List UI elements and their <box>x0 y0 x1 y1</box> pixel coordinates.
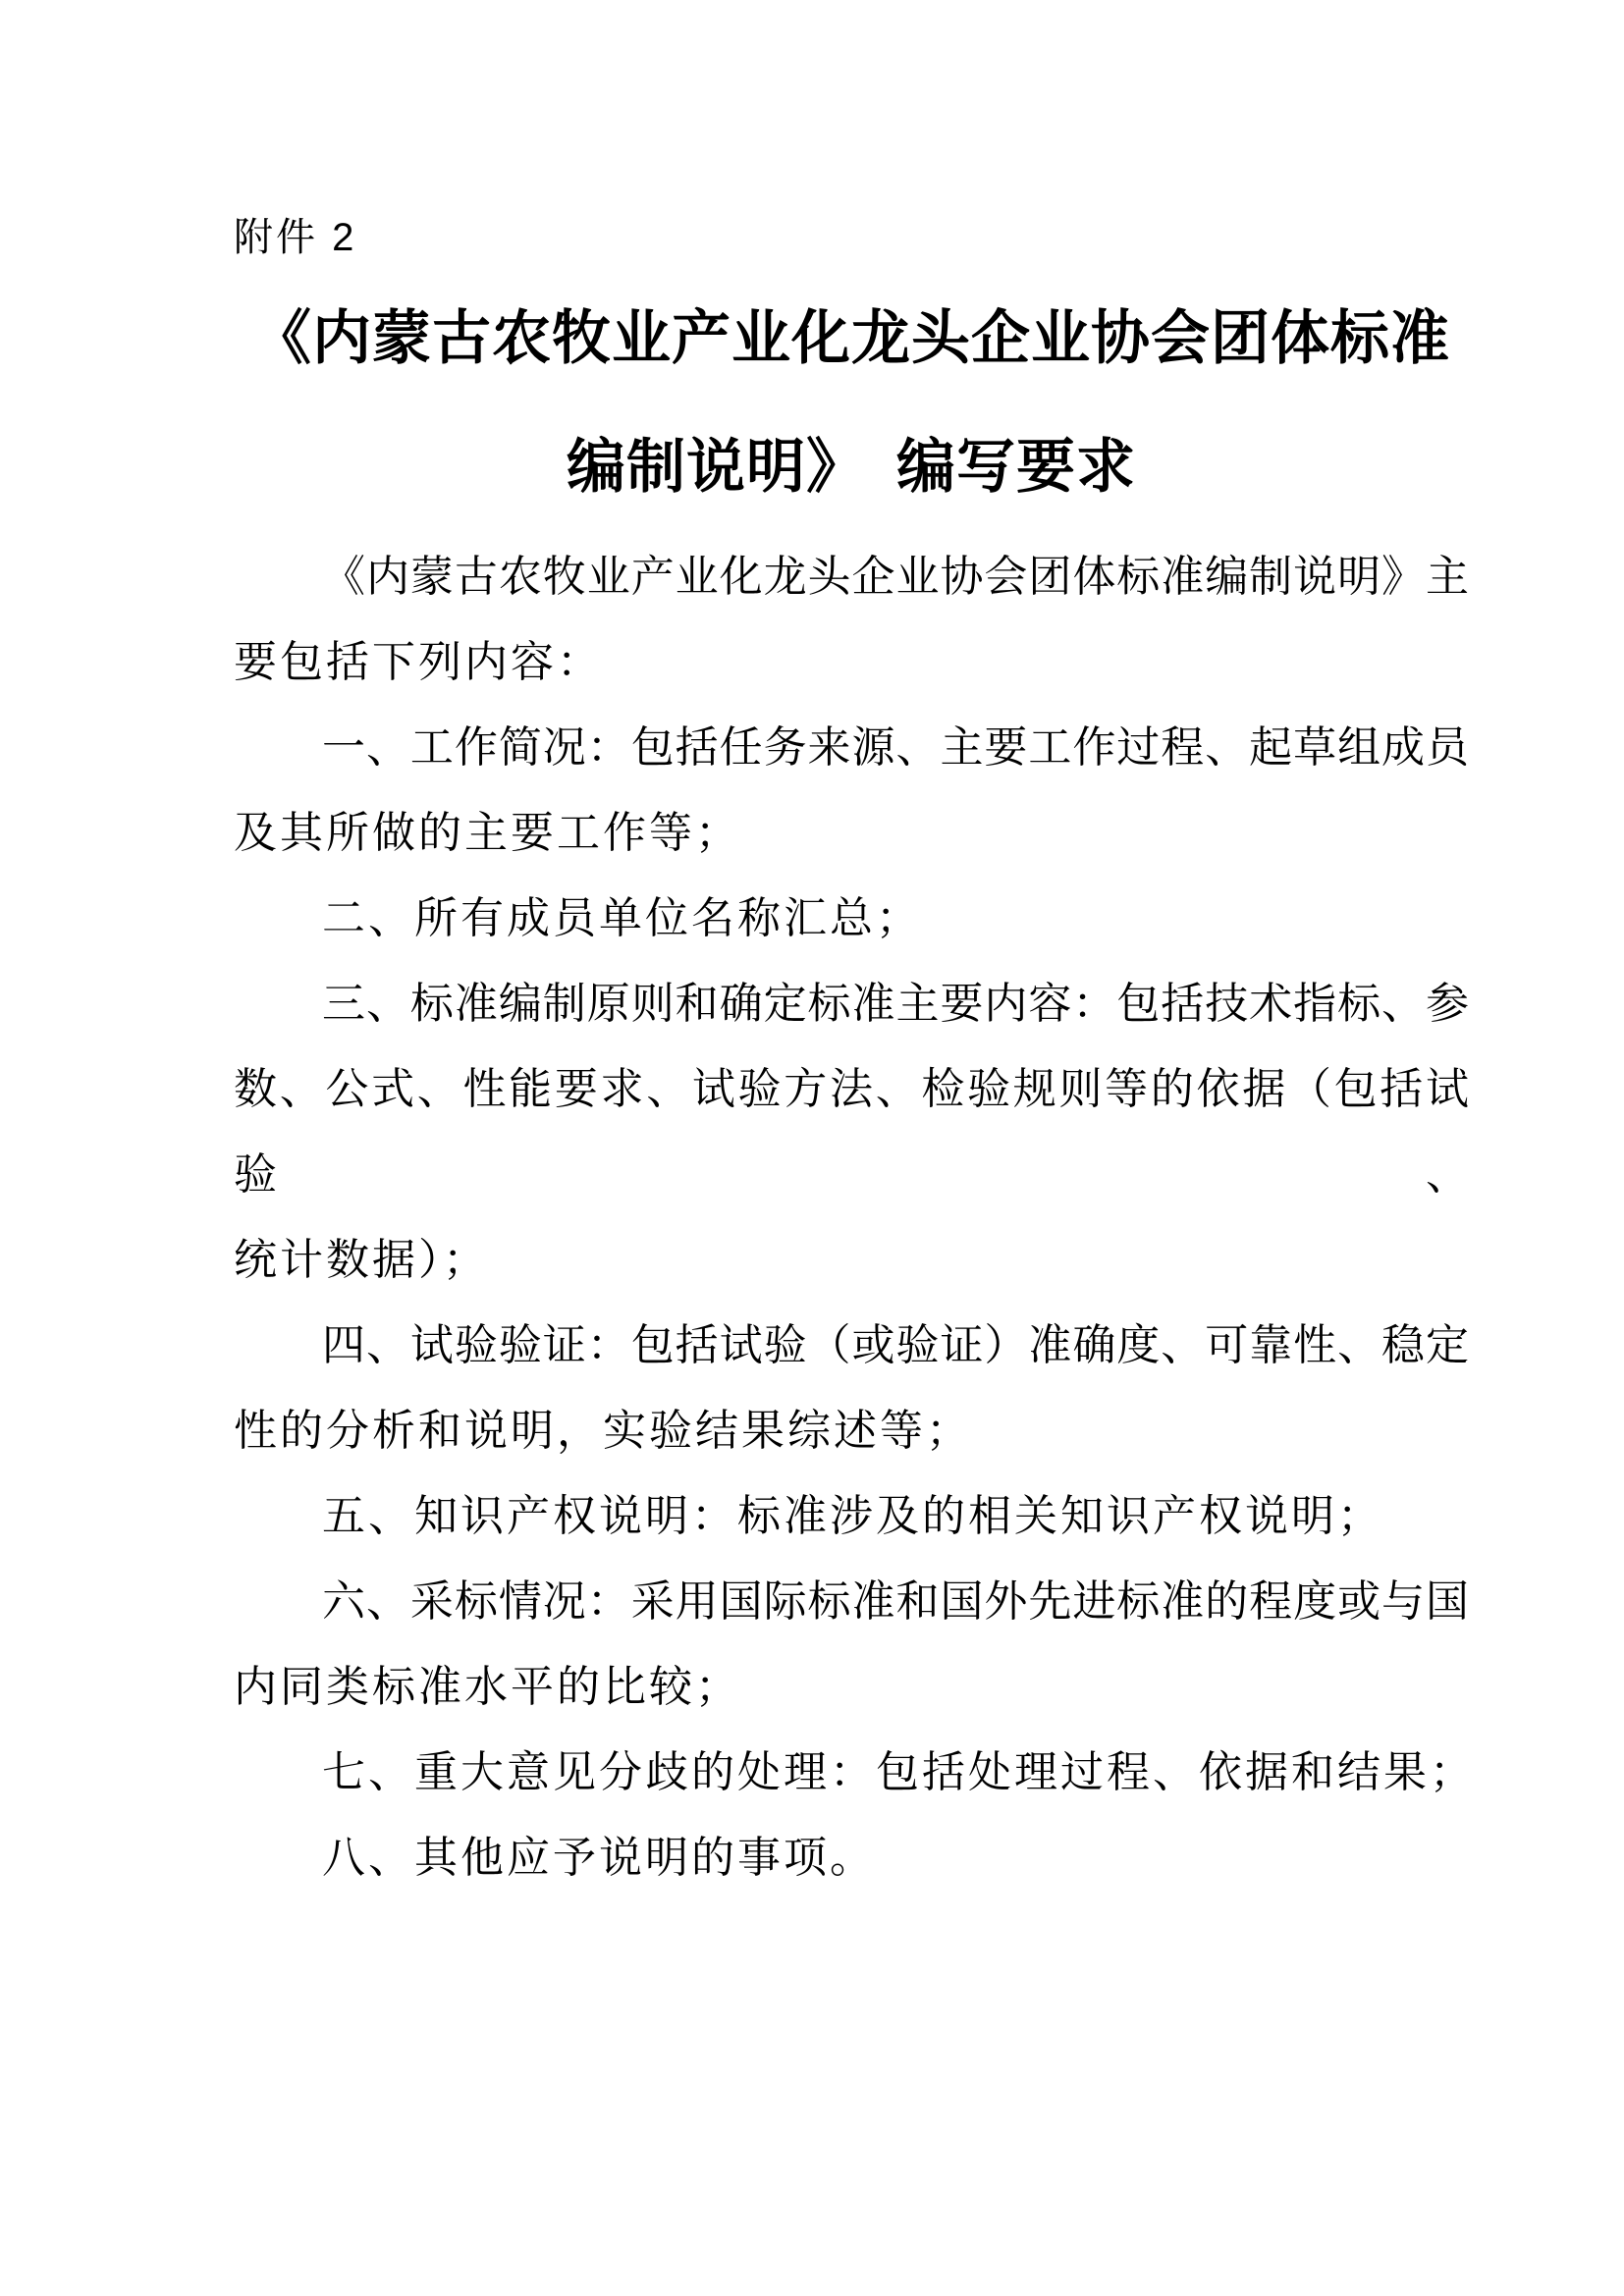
body-line-6: 三、标准编制原则和确定标准主要内容：包括技术指标、参 <box>322 980 1469 1028</box>
document-body <box>234 534 1476 1900</box>
body-line-8: 统计数据）； <box>234 1236 489 1284</box>
body-line-12: 六、采标情况：采用国际标准和国外先进标准的程度或与国 <box>322 1577 1469 1626</box>
attachment-label: 附件 2 <box>234 216 357 259</box>
title-line-2: 编制说明》 编写要求 <box>567 435 1136 500</box>
body-line-2: 要包括下列内容： <box>234 638 603 686</box>
title-line-1: 《内蒙古农牧业产业化龙头企业协会团体标准 <box>252 306 1450 371</box>
body-line-4: 及其所做的主要工作等； <box>234 809 741 857</box>
body-line-5: 二、所有成员单位名称汇总； <box>322 894 922 942</box>
body-line-10: 性的分析和说明，实验结果综述等； <box>234 1407 972 1455</box>
body-line-13: 内同类标准水平的比较； <box>234 1663 741 1711</box>
body-line-11: 五、知识产权说明：标准涉及的相关知识产权说明； <box>322 1492 1383 1540</box>
body-line-7: 数、公式、性能要求、试验方法、检验规则等的依据（包括试验、 <box>234 1065 1469 1199</box>
body-line-9: 四、试验验证：包括试验（或验证）准确度、可靠性、稳定 <box>322 1321 1469 1369</box>
body-line-14: 七、重大意见分歧的处理：包括处理过程、依据和结果； <box>322 1748 1476 1796</box>
body-line-3: 一、工作简况：包括任务来源、主要工作过程、起草组成员 <box>322 723 1469 772</box>
body-line-1: 《内蒙古农牧业产业化龙头企业协会团体标准编制说明》主 <box>322 553 1469 601</box>
document-title <box>234 275 1469 532</box>
body-line-15: 八、其他应予说明的事项。 <box>322 1834 876 1882</box>
